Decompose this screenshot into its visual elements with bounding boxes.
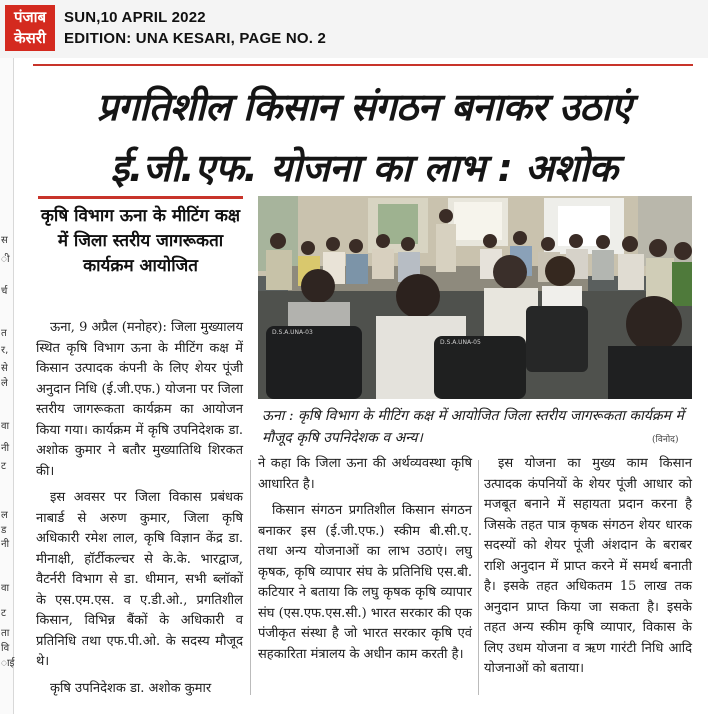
adjacent-article-strip (0, 58, 14, 714)
strip-fragment: नी (1, 539, 10, 550)
strip-fragment: ट (1, 608, 7, 619)
col1-paragraph-2: इस अवसर पर जिला विकास प्रबंधक नाबार्ड से अरुण कुमार, जिला कृषि अधिकारी रमेश लाल, कृषि विज्ञान केंद्र डा. मीनाक्षी, हॉर्टीकल्चर से के.के. भारद्वाज, वैटर्नरी विभाग से डा. धीमान, सभी ब्लॉकों के एस.एम.एस. व ए.डी.ओ., प्रगतिशील किसान, विभिन्न बैंकों के अधिकारी व प्रतिनिधि तथा एफ.पी.ओ. के सदस्य मौजूद थे। (36, 490, 243, 669)
strip-fragment: वा (1, 583, 10, 594)
top-red-rule (33, 64, 693, 66)
col2-paragraph-1: ने कहा कि जिला ऊना की अर्थव्यवस्था कृषि आधारित है। (258, 456, 472, 492)
headline-line-1: प्रगतिशील किसान संगठन बनाकर उठाएं (96, 85, 632, 129)
strip-fragment: नी (1, 443, 10, 454)
strip-fragment: ट (1, 461, 7, 472)
strip-fragment: ाई (1, 658, 15, 669)
strip-fragment: स (1, 235, 8, 246)
strip-fragment: वि (1, 643, 10, 654)
strip-fragment: ड (1, 525, 7, 536)
strip-fragment: ले (1, 378, 8, 389)
article-column-1 (36, 318, 243, 705)
col1-paragraph-3: कृषि उपनिदेशक डा. अशोक कुमार (50, 680, 212, 696)
subheadline: कृषि विभाग ऊना के मीटिंग कक्ष में जिला स्तरीय जागरूकता कार्यक्रम आयोजित (40, 206, 241, 276)
photo-credit: (विनोद) (652, 435, 679, 445)
column-divider (478, 460, 479, 695)
strip-fragment: त (1, 328, 7, 339)
strip-fragment: र्च (1, 286, 8, 297)
logo-line-1: पंजाब (13, 8, 47, 26)
logo-line-2: केसरी (14, 29, 46, 47)
article-column-2 (258, 454, 472, 671)
article-column-3 (484, 454, 692, 686)
strip-fragment: से (1, 363, 8, 374)
edition-date: SUN,10 APRIL 2022 (64, 9, 206, 26)
nameplate-left: D.S.A.UNA-03 (272, 329, 313, 336)
col1-paragraph-1: ऊना, 9 अप्रैल (मनोहर): जिला मुख्यालय स्थित कृषि विभाग ऊना के मीटिंग कक्ष में किसान उत्पादक कंपनी के लिए शेयर पूंजी अनुदान निधि (ई.जी.एफ.) योजना पर जिला स्तरीय जागरूकता कार्यक्रम का आयोजन किया गया। कार्यक्रम में कृषि उपनिदेशक डा. अशोक कुमार ने बतौर मुख्यातिथि शिरकत की। (36, 320, 243, 479)
col3-paragraph-1: इस योजना का मुख्य काम किसान उत्पादक कंपनियों के शेयर पूंजी आधार को मजबूत बनाने में सहायता प्रदान करना है जिसके तहत पात्र कृषक संगठन शेयर धारक सदस्यों को शेयर पूंजी अंशदान के बराबर राशि अनुदान में प्राप्त करने में समर्थ बनाती है। इसके तहत अधिकतम 15 लाख तक अनुदान प्राप्त किया जा सकता है। इसके तहत अन्य स्कीम कृषि व्यापार, विकास के लिए उधम योजना व ऋण गारंटी निधि आदि योजनाओं को बताया। (484, 456, 692, 676)
meeting-photo (258, 196, 692, 399)
punjab-kesari-logo (5, 5, 55, 51)
col2-paragraph-2: किसान संगठन प्रगतिशील किसान संगठन बनाकर इस (ई.जी.एफ.) स्कीम बी.सी.ए. तथा अन्य योजनाओं का लाभ उठाएं। लघु कृषक, कृषि व्यापार संघ के प्रतिनिधि एस.बी. कटियार ने बताया कि लघु कृषक कृषि व्यापार संघ (एस.एफ.एस.सी.) भारत सरकार की एक पंजीकृत संस्था है जो भारत सरकार कृषि एवं सहकारिता मंत्रालय के अधीन काम करती है। (258, 503, 472, 662)
strip-fragment: र, (1, 345, 9, 356)
nameplate-right: D.S.A.UNA-05 (440, 339, 481, 346)
headline-line-2: ई.जी.एफ. योजना का लाभ : अशोक (110, 146, 618, 190)
subhead-red-rule (38, 196, 243, 199)
strip-fragment: ता (1, 628, 10, 639)
photo-caption: ऊना : कृषि विभाग के मीटिंग कक्ष में आयोजित जिला स्तरीय जागरूकता कार्यक्रम में मौजूद कृषि उपनिदेशक व अन्य। (262, 408, 684, 446)
strip-fragment: ी (1, 254, 10, 265)
strip-fragment: ल (1, 510, 8, 521)
edition-info: EDITION: UNA KESARI, PAGE NO. 2 (64, 30, 327, 47)
strip-fragment: वा (1, 421, 10, 432)
meeting-photo-illustration (258, 196, 692, 399)
column-divider (250, 460, 251, 695)
